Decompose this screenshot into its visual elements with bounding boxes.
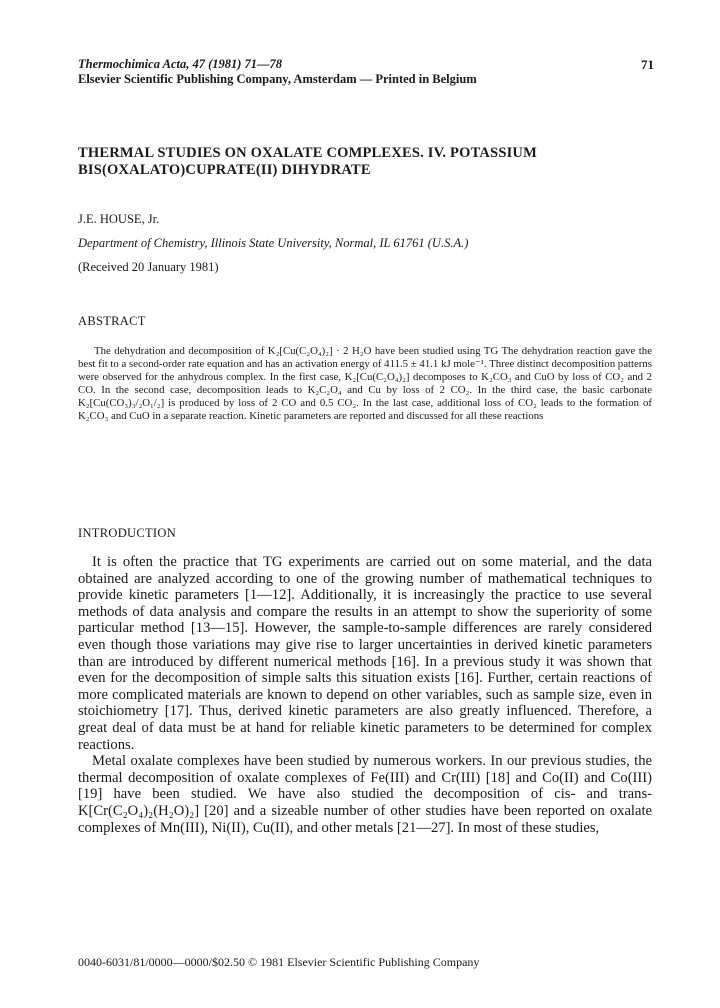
journal-citation: Thermochimica Acta, 47 (1981) 71—78 xyxy=(78,57,283,71)
author: J.E. HOUSE, Jr. xyxy=(78,212,160,226)
affiliation: Department of Chemistry, Illinois State University, Normal, IL 61761 (U.S.A.) xyxy=(78,236,469,250)
received-date: (Received 20 January 1981) xyxy=(78,260,219,274)
paragraph: Metal oxalate complexes have been studied by numerous workers. In our previous studies, the thermal decomposition of oxalate complexes of Fe(III) and Cr(III) [18] and Co(II) and Co(III) [19] have been studied. We have also studied the decomposition of cis- and trans-K[Cr(C₂O₄)₂(H₂O)₂] [20] and a sizeable number of other studies have been reported on oxalate complexes of Mn(III), Ni(II), Cu(II), and other metals [21—27]. In most of these studies, xyxy=(78,753,652,836)
introduction-body xyxy=(78,554,652,836)
abstract-text: The dehydration and decomposition of K₂[Cu(C₂O₄)₂] · 2 H₂O have been studied using TG The dehydration reaction gave the best fit to a second-order rate equation and has an activation energy of 411.5 ± 41.1 kJ mole⁻¹. Three distinct decomposition patterns were observed for the anhydrous complex. In the first case, K₂[Cu(C₂O₄)₂] decomposes to K₂CO₃ and CuO by loss of CO₂ and 2 CO. In the second case, decomposition leads to K₂C₂O₄ and Cu by loss of 2 CO₂. In the third case, the basic carbonate K₂[Cu(CO₃)₃/₂O₁/₂] is produced by loss of 2 CO and 0.5 CO₂. In the last case, additional loss of CO₂ leads to the formation of K₂CO₃ and CuO in a separate reaction. Kinetic parameters are reported and discussed for all these reactions xyxy=(78,345,652,422)
running-header xyxy=(78,57,658,87)
publisher-line: Elsevier Scientific Publishing Company, Amsterdam — Printed in Belgium xyxy=(78,72,477,86)
introduction-heading: INTRODUCTION xyxy=(78,526,177,540)
abstract-body xyxy=(78,345,652,423)
paragraph: It is often the practice that TG experiments are carried out on some material, and the data obtained are analyzed according to one of the growing number of mathematical techniques to provide kinetic parameters [1—12]. Additionally, it is increasingly the practice to use several methods of data analysis and compare the results in an attempt to show the superiority of some particular method [13—15]. However, the sample-to-sample differences are rarely considered even though those variations may give rise to larger uncertainties in derived kinetic parameters than are introduced by different numerical methods [16]. In a previous study it was shown that even for the decomposition of simple salts this situation exists [16]. Further, certain reactions of more complicated materials are known to depend on other variables, such as sample size, even in stoichiometry [17]. Thus, derived kinetic parameters are also greatly influenced. Therefore, a great deal of data must be at hand for reliable kinetic parameters to be determined for complex reactions. xyxy=(78,554,652,753)
article-title: THERMAL STUDIES ON OXALATE COMPLEXES. IV. POTASSIUM BIS(OXALATO)CUPRATE(II) DIHYDRATE xyxy=(78,145,537,178)
copyright-footer: 0040-6031/81/0000—0000/$02.50 © 1981 Elsevier Scientific Publishing Company xyxy=(78,955,480,969)
page-number: 71 xyxy=(641,57,654,72)
abstract-heading: ABSTRACT xyxy=(78,314,146,328)
